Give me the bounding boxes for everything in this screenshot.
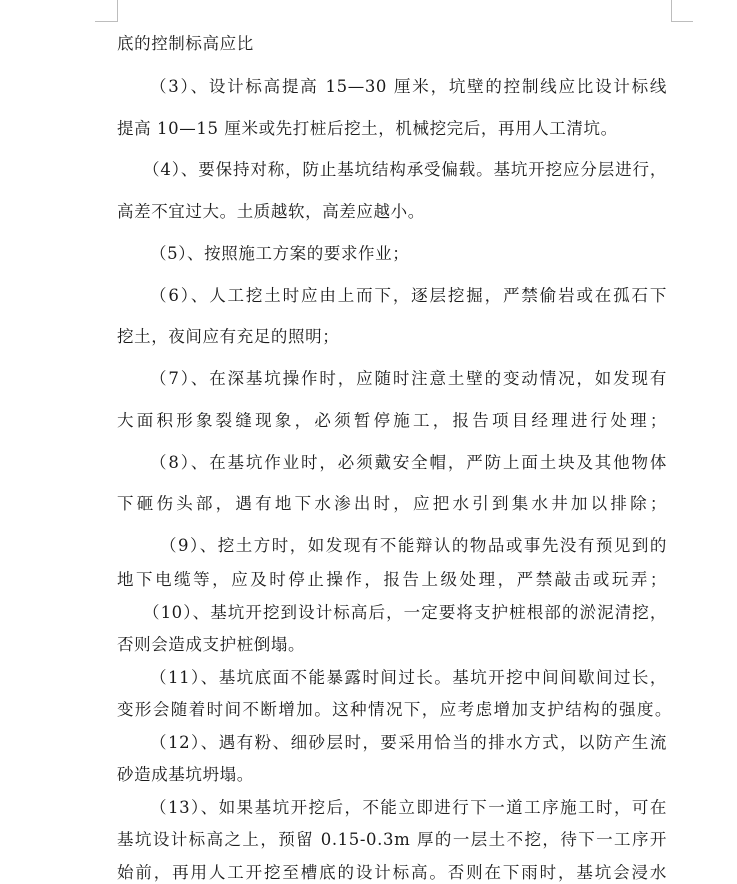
text-line: 否则会造成支护桩倒塌。	[117, 635, 306, 654]
text-line: （12）、遇有粉、细砂层时，要采用恰当的排水方式，以防产生流	[150, 733, 667, 752]
text-line: （11）、基坑底面不能暴露时间过长。基坑开挖中间间歇间过长，	[150, 668, 667, 687]
text-line: （8）、在基坑作业时，必须戴安全帽，严防上面土块及其他物体	[150, 453, 667, 472]
text-line: 高差不宜过大。土质越软，高差应越小。	[117, 202, 425, 221]
text-line: （5）、按照施工方案的要求作业；	[150, 244, 410, 263]
text-line: 基坑设计标高之上，预留 0.15-0.3m 厚的一层土不挖，待下一工序开	[117, 830, 667, 849]
crop-mark-top-left	[117, 0, 118, 22]
text-line: 砂造成基坑坍塌。	[117, 765, 254, 784]
text-line: 始前，再用人工开挖至槽底的设计标高。否则在下雨时，基坑会浸水	[117, 863, 667, 882]
text-line: （9）、挖土方时，如发现有不能辩认的物品或事先没有预见到的	[160, 536, 667, 555]
text-line: 底的控制标高应比	[117, 34, 254, 53]
text-line: 提高 10—15 厘米或先打桩后挖土，机械挖完后，再用人工清坑。	[117, 119, 618, 138]
text-line: （10）、基坑开挖到设计标高后，一定要将支护桩根部的淤泥清挖，	[143, 603, 667, 622]
text-line: （7）、在深基坑操作时，应随时注意土壁的变动情况，如发现有	[150, 369, 667, 388]
text-line: 变形会随着时间不断增加。这种情况下，应考虑增加支护结构的强度。	[117, 700, 672, 719]
text-line: 挖土，夜间应有充足的照明；	[117, 327, 340, 346]
crop-mark-top-left-h	[95, 21, 117, 22]
text-line: 地下电缆等，应及时停止操作，报告上级处理，严禁敲击或玩弄；	[117, 570, 667, 589]
text-line: （13）、如果基坑开挖后，不能立即进行下一道工序施工时，可在	[150, 798, 667, 817]
text-line: 下砸伤头部，遇有地下水渗出时，应把水引到集水井加以排除；	[117, 494, 667, 513]
text-line: （4）、要保持对称，防止基坑结构承受偏载。基坑开挖应分层进行，	[143, 160, 667, 179]
crop-mark-top-right	[671, 0, 672, 22]
text-line: 大面积形象裂缝现象，必须暂停施工，报告项目经理进行处理；	[117, 411, 667, 430]
text-line: （6）、人工挖土时应由上而下，逐层挖掘，严禁偷岩或在孤石下	[150, 286, 667, 305]
crop-mark-top-right-h	[671, 21, 693, 22]
text-line: （3）、设计标高提高 15—30 厘米，坑壁的控制线应比设计标线	[150, 77, 667, 96]
